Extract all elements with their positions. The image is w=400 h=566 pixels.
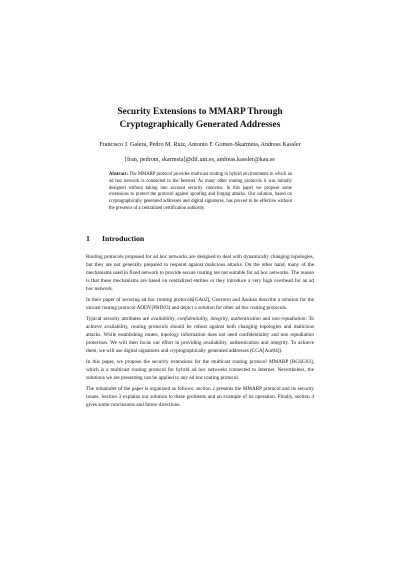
section-title: Introduction [101,234,145,243]
paragraph-3-part-c: . To achieve availability, routing protocols should be robust against both changing topologies and malicious attacks. While establishing routes, topology information does not need confidentiality and non repudiation protection. We will then focus our effort in providing availability, authentication and integrity. To achieve them, we will use digital signatures and cryptographically generated addresses (CGA[Aur04]). [86,316,314,354]
paragraph-3-part-a: Typical security attributes are [86,316,151,323]
author-list: Francisco J. Galera, Pedro M. Ruiz, Antonio F. Gomez-Skarmeta, Andreas Kassler [99,142,301,148]
paragraph-1: Routing protocols proposed for ad hoc networks are designed to deal with dynamically changing topologies, but they are not generally prepared to respond against malicious attacks. On the other hand, many of the mechanisms used in fixed network to provide secure routing are not suitable for ad hoc networks. The reason is that these mechanisms are based on centralized entities or they introduce a very high overhead for an ad hoc network. [86,254,314,292]
section-number: 1 [86,234,90,243]
author-emails: [fran, pedrom, skarmeta]@dif.um.es, andreas.kassler@kau.se [125,157,275,163]
abstract [109,172,292,213]
security-attributes-list: availability, confidentiality, integrity, authentication [151,316,261,323]
paragraph-2: In their paper of securing ad hoc routing protocols[GA02], Guerrero and Asokan describe a solution for the unicast routing protocol AODV[PRD03] and depict a solution for other ad hoc routing protocols. [86,296,314,311]
paper-title [60,106,340,132]
non-repudiation-term: non-repudiation [271,316,306,323]
title-line-1: Security Extensions to MMARP Through [117,107,283,117]
section-heading [86,234,316,244]
title-line-2: Cryptographically Generated Addresses [119,120,281,130]
abstract-text: The MMARP protocol provides multicast routing in hybrid environments in which an ad hoc network is connected to the Internet. As many other routing protocols it was initially designed without taking into account security concerns. In this paper we propose some extensions to protect the protocol against spoofing and forging attacks. Our solution, based on cryptographically generated addresses and digital signatures, has proved to be effective without the presence of a centralized certification authority. [109,172,293,211]
paragraph-4: In this paper, we propose the security extensions for the multicast routing protocol MMARP [RGSG03], which is a multicast routing protocol for hybrid ad hoc networks connected to Internet. Nevertheless, the solutions we are presenting can be applied to any ad hoc routing protocol. [86,359,314,381]
paragraph-3-part-b: and [260,316,272,323]
section-body [86,254,314,413]
paragraph-5: The remainder of the paper is organized as follows: section 2 presents the MMARP protocol and its security issues. Section 3 explains our solution to these problems and an example of its operation. Finally, section 4 gives some conclusions and future directions. [86,386,314,408]
paragraph-3 [86,316,314,356]
abstract-label: Abstract: [109,172,129,177]
